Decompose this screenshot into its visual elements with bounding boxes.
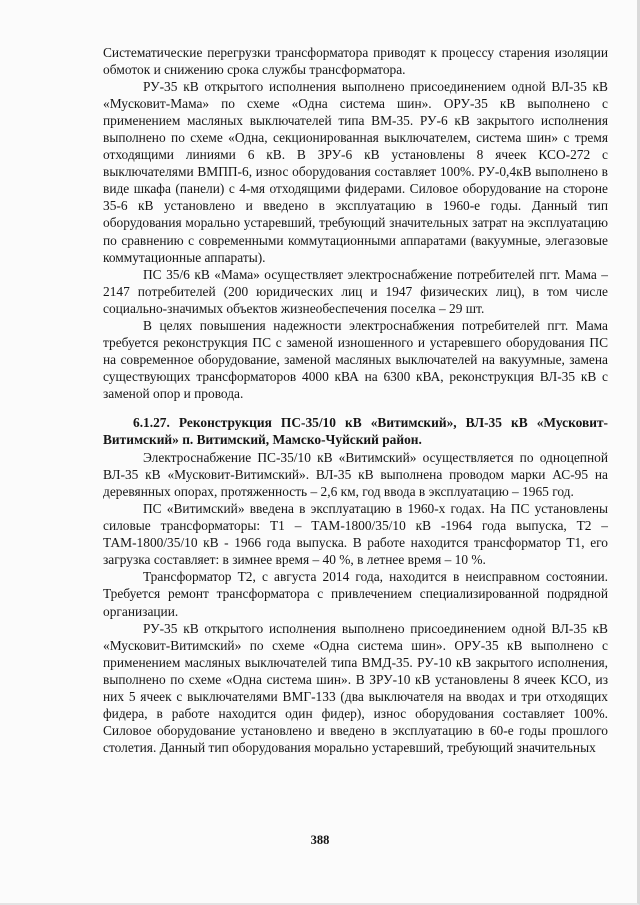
- paragraph-ru35-vitimsky: РУ-35 кВ открытого исполнения выполнено присоединением одной ВЛ-35 кВ «Мусковит-Витимский» по схеме «Одна система шин». ОРУ-35 кВ выполнено с применением масляных выключателей типа ВМД-35. РУ-10 кВ закрытого исполнения, выполнено по схеме «Одна система шин». В ЗРУ-10 кВ установлены 8 ячеек КСО, из них 5 ячеек с выключателями ВМГ-133 (два выключателя на вводах и три отходящих фидера, в работе находится один фидер), износ оборудования составляет 100%. Силовое оборудование установлено и введено в эксплуатацию в 60-е годы прошлого столетия. Данный тип оборудования морально устаревший, требующий значительных: [103, 620, 608, 755]
- paragraph-reconstruction-need: В целях повышения надежности электроснабжения потребителей пгт. Мама требуется реконструкция ПС с заменой изношенного и устаревшего оборудования ПС на современное оборудование, заменой масляных выключателей на вакуумные, замена существующих трансформаторов 4000 кВА на 6300 кВА, реконструкция ВЛ-35 кВ с заменой опор и провода.: [103, 317, 608, 401]
- page-number: 388: [310, 833, 330, 847]
- document-body: [103, 44, 608, 756]
- paragraph-ru35-mama: РУ-35 кВ открытого исполнения выполнено присоединением одной ВЛ-35 кВ «Мусковит-Мама» по схеме «Одна система шин». ОРУ-35 кВ выполнено с применением масляных выключателей типа ВМ-35. РУ-6 кВ закрытого исполнения выполнено по схеме «Одна, секционированная выключателем, система шин» с тремя отходящими линиями 6 кВ. В ЗРУ-6 кВ установлены 8 ячеек КСО-272 с выключателями ВМПП-6, износ оборудования составляет 100%. РУ-0,4кВ выполнено в виде шкафа (панели) с 4-мя отходящими фидерами. Силовое оборудование на стороне 35-6 кВ установлено и введено в эксплуатацию в 1960-е годы. Данный тип оборудования морально устаревший, требующий значительных затрат на эксплуатацию по сравнению с современными коммутационными аппаратами (вакуумные, элегазовые коммутационные аппараты).: [103, 79, 608, 265]
- paragraph-t2-fault: Трансформатор Т2, с августа 2014 года, находится в неисправном состоянии. Требуется ремонт трансформатора с привлечением специализированной подрядной организации.: [103, 569, 608, 619]
- paragraph-ps-mama-consumers: ПС 35/6 кВ «Мама» осуществляет электроснабжение потребителей пгт. Мама – 2147 потребителей (200 юридических лиц и 1947 физических лиц), в том числе социально-значимых объектов жизнеобеспечения поселка – 29 шт.: [103, 266, 608, 316]
- section-heading: 6.1.27. Реконструкция ПС-35/10 кВ «Витимский», ВЛ-35 кВ «Мусковит-Витимский» п. Витимский, Мамско-Чуйский район.: [103, 414, 608, 448]
- paragraph-vitimsky-transformers: ПС «Витимский» введена в эксплуатацию в 1960-х годах. На ПС установлены силовые трансформаторы: Т1 – ТАМ-1800/35/10 кВ -1964 года выпуска, Т2 – ТАМ-1800/35/10 кВ - 1966 года выпуска. В работе находится трансформатор Т1, его загрузка составляет: в зимнее время – 40 %, в летнее время – 10 %.: [103, 501, 608, 568]
- paragraph-continuation: Систематические перегрузки трансформатора приводят к процессу старения изоляции обмоток и снижению срока службы трансформатора.: [103, 45, 608, 78]
- paragraph-vitimsky-supply: Электроснабжение ПС-35/10 кВ «Витимский» осуществляется по одноцепной ВЛ-35 кВ «Мусковит-Витимский». ВЛ-35 кВ выполнена проводом марки АС-95 на деревянных опорах, протяженность – 2,6 км, год ввода в эксплуатацию – 1965 год.: [103, 450, 608, 500]
